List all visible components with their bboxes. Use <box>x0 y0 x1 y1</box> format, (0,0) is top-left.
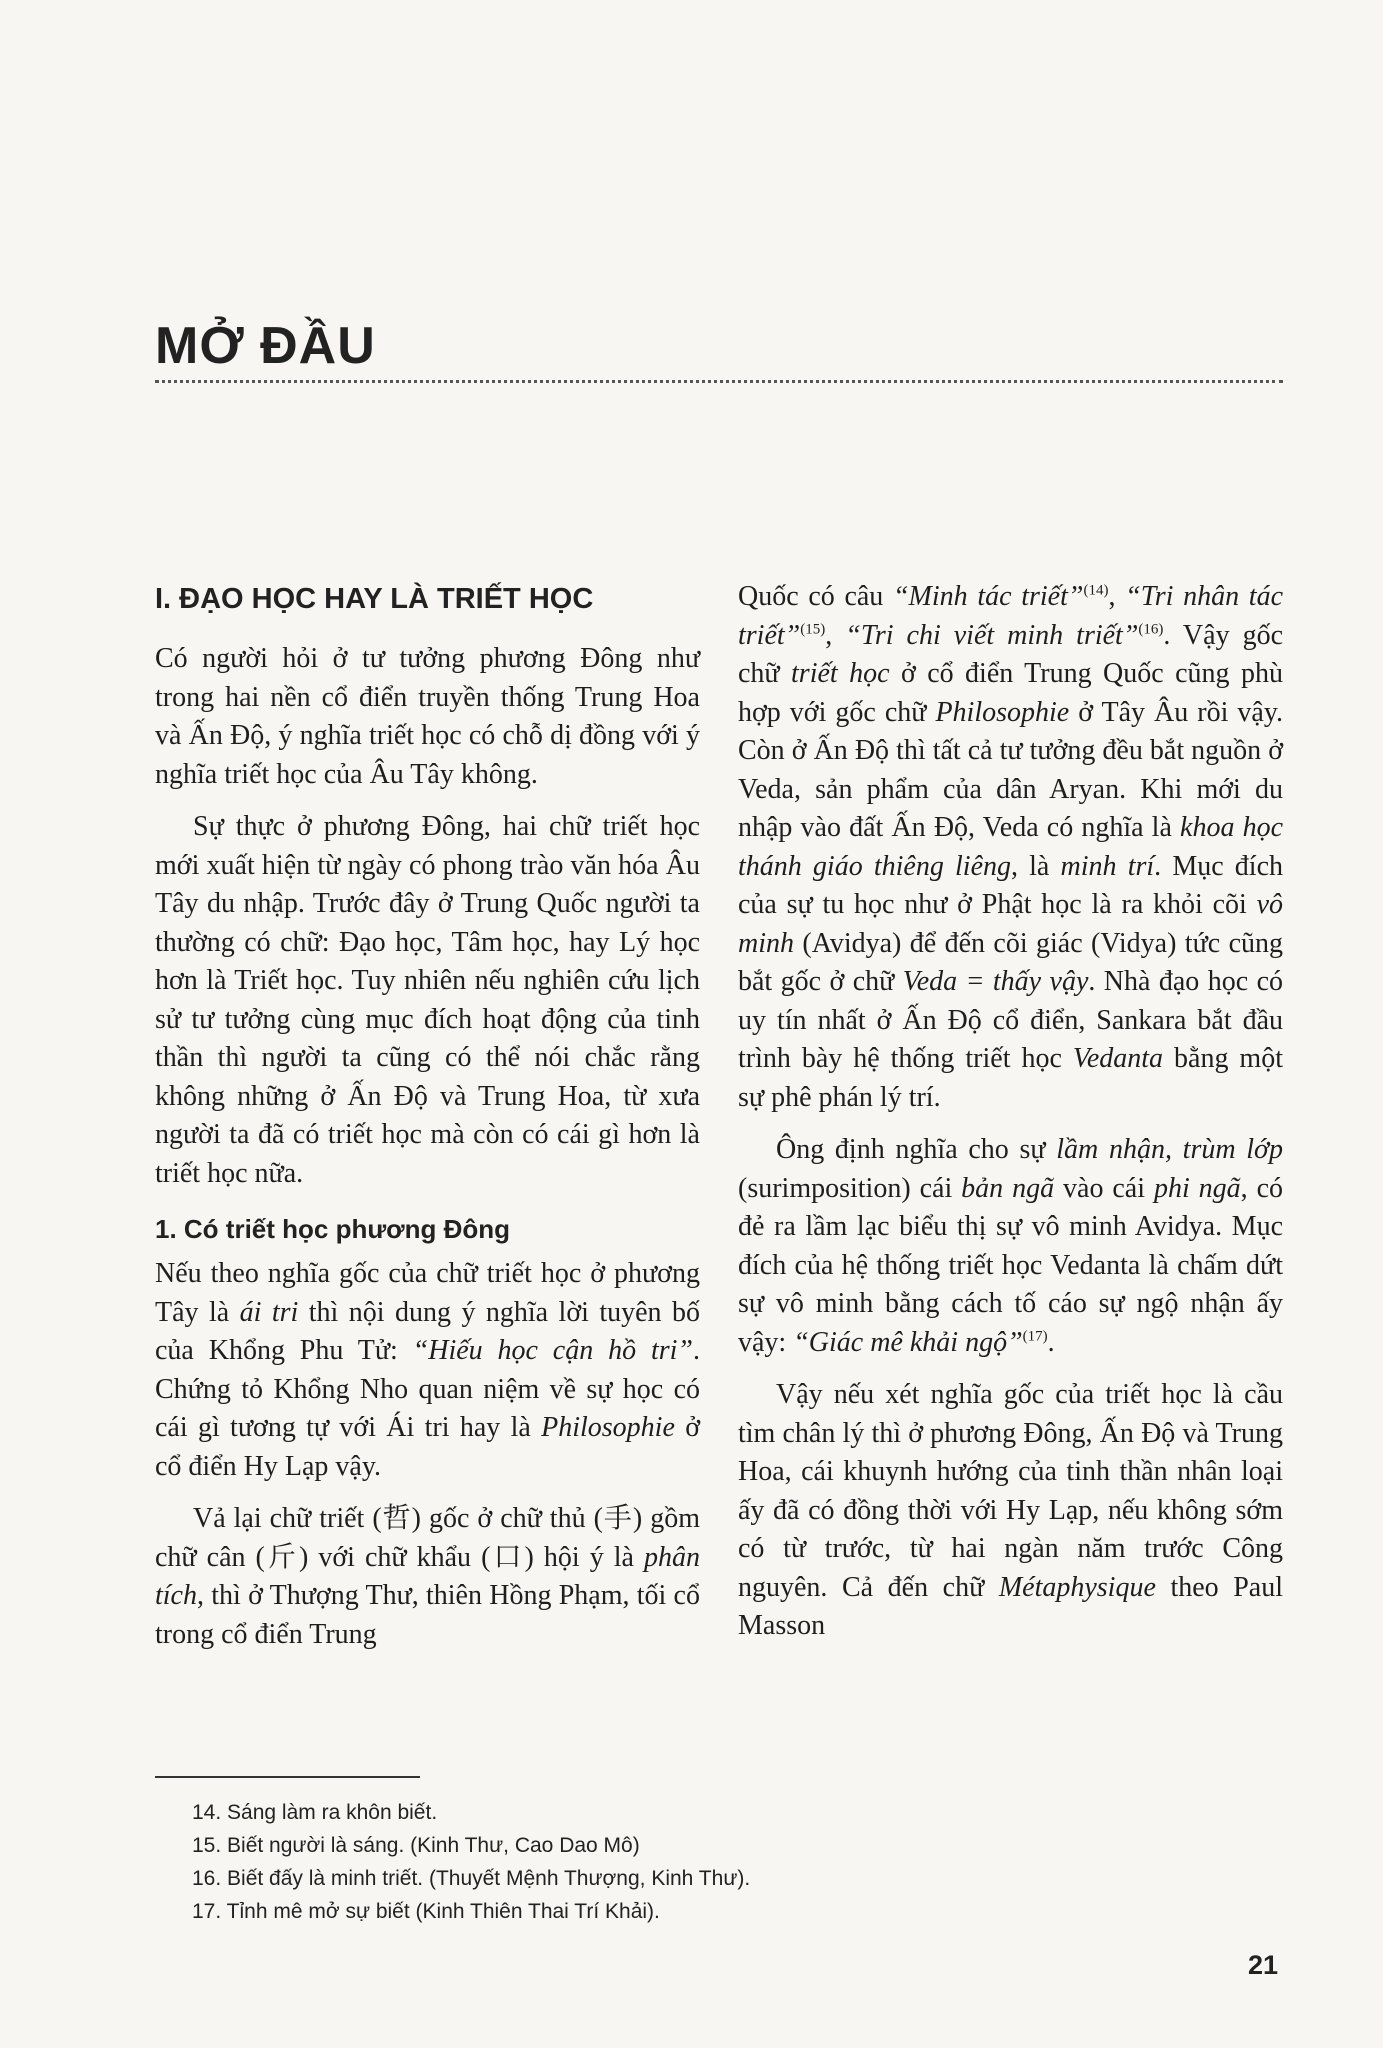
paragraph: Sự thực ở phương Đông, hai chữ triết học mới xuất hiện từ ngày có phong trào văn hóa Âu Tây du nhập. Trước đây ở Trung Quốc người ta thường có chữ: Đạo học, Tâm học, hay Lý học hơn là Triết học. Tuy nhiên nếu nghiên cứu lịch sử tư tưởng cùng mục đích hoạt động của tinh thần thì người ta cũng có thể nói chắc rằng không những ở Ấn Độ và Trung Hoa, từ xưa người ta đã có triết học mà còn có cái gì hơn là triết học nữa. <box>155 811 700 1189</box>
paragraph: Vả lại chữ triết (哲) gốc ở chữ thủ (手) gồm chữ cân (斤) với chữ khẩu (口) hội ý là phân tích, thì ở Thượng Thư, thiên Hồng Phạm, tối cổ trong cổ điển Trung <box>155 1503 700 1650</box>
footnote: 15. Biết người là sáng. (Kinh Thư, Cao Dao Mô) <box>192 1834 640 1857</box>
left-column <box>155 580 700 1668</box>
footnote: 16. Biết đấy là minh triết. (Thuyết Mệnh Thượng, Kinh Thư). <box>192 1867 751 1890</box>
page-number: 21 <box>1248 1950 1279 1980</box>
footnote: 14. Sáng làm ra khôn biết. <box>192 1801 438 1824</box>
page-title: MỞ ĐẦU <box>155 317 376 375</box>
paragraph: Có người hỏi ở tư tưởng phương Đông như trong hai nền cổ điển truyền thống Trung Hoa và Ấn Độ, ý nghĩa triết học có chỗ dị đồng với ý nghĩa triết học của Âu Tây không. <box>155 643 700 790</box>
paragraph: Nếu theo nghĩa gốc của chữ triết học ở phương Tây là ái tri thì nội dung ý nghĩa lời tuyên bố của Khổng Phu Tử: “Hiếu học cận hồ tri”. Chứng tỏ Khổng Nho quan niệm về sự học có cái gì tương tự với Ái tri hay là Philosophie ở cổ điển Hy Lạp vậy. <box>155 1258 701 1482</box>
paragraph: Vậy nếu xét nghĩa gốc của triết học là cầu tìm chân lý thì ở phương Đông, Ấn Độ và Trung Hoa, cái khuynh hướng của tinh thần nhân loại ấy đã có đồng thời với Hy Lạp, nếu không sớm có từ trước, từ hai ngàn năm trước Công nguyên. Cả đến chữ Métaphysique theo Paul Masson <box>738 1379 1283 1641</box>
footnotes <box>192 1796 1192 1928</box>
sub-heading: 1. Có triết học phương Đông <box>155 1214 511 1244</box>
paragraph: Quốc có câu “Minh tác triết”$^{(14)}$, “Tri nhân tác triết”$^{(15)}$, “Tri chi viết minh triết”$^{(16)}$. Vậy gốc chữ triết học ở cổ điển Trung Quốc cũng phù hợp với gốc chữ Philosophie ở Tây Âu rồi vậy. Còn ở Ấn Độ thì tất cả tư tưởng đều bắt nguồn ở Veda, sản phẩm của dân Aryan. Khi mới du nhập vào đất Ấn Độ, Veda có nghĩa là khoa học thánh giáo thiêng liêng, là minh trí. Mục đích của sự tu học như ở Phật học là ra khỏi cõi vô minh (Avidya) để đến cõi giác (Vidya) tức cũng bắt gốc ở chữ Veda = thấy vậy. Nhà đạo học có uy tín nhất ở Ấn Độ cổ điển, Sankara bắt đầu trình bày hệ thống triết học Vedanta bằng một sự phê phán lý trí. <box>738 581 1284 1113</box>
title-divider <box>155 380 1283 383</box>
footnote-divider <box>155 1776 420 1778</box>
paragraph: Ông định nghĩa cho sự lầm nhận, trùm lớp (surimposition) cái bản ngã vào cái phi ngã, có đẻ ra lầm lạc biểu thị sự vô minh Avidya. Mục đích của hệ thống triết học Vedanta là chấm dứt sự vô minh bằng cách tố cáo sự ngộ nhận ấy vậy: “Giác mê khải ngộ”$^{(17)}$. <box>738 1134 1284 1358</box>
right-column <box>738 578 1283 1660</box>
footnote: 17. Tỉnh mê mở sự biết (Kinh Thiên Thai Trí Khải). <box>192 1900 660 1923</box>
section-heading: I. ĐẠO HỌC HAY LÀ TRIẾT HỌC <box>155 583 594 615</box>
